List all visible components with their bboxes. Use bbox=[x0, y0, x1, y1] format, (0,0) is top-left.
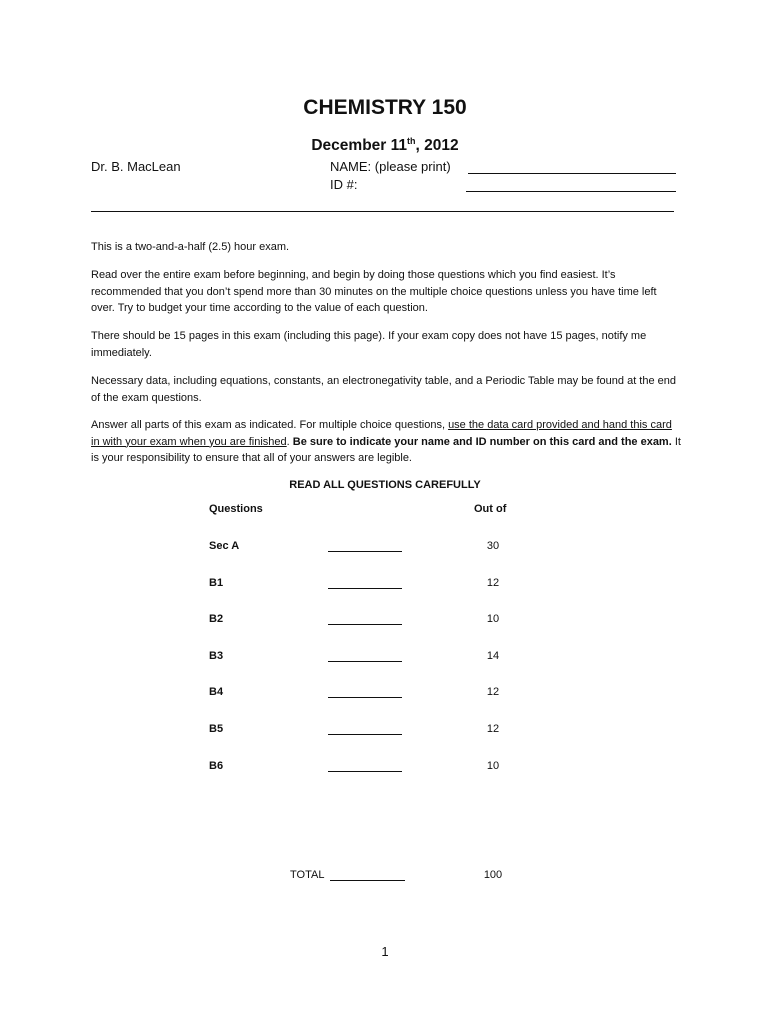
instruction-answering bbox=[91, 417, 681, 467]
date-suffix: th bbox=[407, 136, 416, 146]
table-row-label: B4 bbox=[209, 686, 224, 698]
answering-text-b: . bbox=[286, 435, 293, 448]
score-blank-line[interactable] bbox=[328, 624, 402, 625]
table-row-label: B5 bbox=[209, 723, 224, 735]
score-blank-line[interactable] bbox=[328, 588, 402, 589]
table-row-label: B3 bbox=[209, 650, 224, 662]
table-row-label: B6 bbox=[209, 760, 224, 772]
score-blank-line[interactable] bbox=[328, 661, 402, 662]
name-field-line[interactable] bbox=[468, 173, 676, 174]
total-blank-line[interactable] bbox=[330, 880, 405, 881]
table-row-label: B1 bbox=[209, 577, 224, 589]
id-label: ID #: bbox=[330, 177, 358, 192]
header-divider bbox=[91, 211, 674, 212]
exam-date bbox=[0, 136, 770, 155]
table-row-out-of: 10 bbox=[486, 760, 500, 772]
score-blank-line[interactable] bbox=[328, 551, 402, 552]
score-blank-line[interactable] bbox=[328, 771, 402, 772]
page-number: 1 bbox=[381, 944, 389, 959]
read-carefully-heading: READ ALL QUESTIONS CAREFULLY bbox=[289, 479, 481, 491]
score-blank-line[interactable] bbox=[328, 734, 402, 735]
answering-text-c: It is your responsibility to ensure that all of your answers are legible. bbox=[91, 435, 681, 464]
table-row-out-of: 12 bbox=[486, 577, 500, 589]
answering-bold-note: Be sure to indicate your name and ID number on this card and the exam. bbox=[292, 435, 672, 448]
total-label: TOTAL bbox=[290, 869, 325, 881]
name-label: NAME: (please print) bbox=[330, 159, 451, 174]
instruction-strategy: Read over the entire exam before beginning, and begin by doing those questions which you find easiest. It’s recommended that you don’t spend more than 30 minutes on the multiple choice questions unless you have time left over. Try to budget your time according to the value of each question. bbox=[91, 269, 657, 314]
course-title: CHEMISTRY 150 bbox=[303, 96, 467, 119]
table-row-out-of: 12 bbox=[486, 723, 500, 735]
table-row-out-of: 12 bbox=[486, 686, 500, 698]
answering-data-card-note: use the data card provided and hand this card in with your exam when you are finished bbox=[91, 419, 672, 448]
date-year: , 2012 bbox=[415, 137, 459, 155]
id-field-line[interactable] bbox=[466, 191, 676, 192]
table-row-out-of: 14 bbox=[486, 650, 500, 662]
questions-column-header: Questions bbox=[209, 503, 263, 515]
instruction-page-count: There should be 15 pages in this exam (including this page). If your exam copy does not have 15 pages, notify me immediately. bbox=[91, 330, 647, 359]
answering-text-a: Answer all parts of this exam as indicated. For multiple choice questions, bbox=[91, 419, 449, 431]
total-out-of: 100 bbox=[483, 869, 503, 881]
table-row-out-of: 10 bbox=[486, 613, 500, 625]
table-row-label: B2 bbox=[209, 613, 224, 625]
table-row-label: Sec A bbox=[209, 540, 240, 552]
instruction-duration: This is a two-and-a-half (2.5) hour exam. bbox=[91, 241, 290, 253]
score-blank-line[interactable] bbox=[328, 697, 402, 698]
table-row-out-of: 30 bbox=[486, 540, 500, 552]
date-main: December 11 bbox=[311, 137, 408, 155]
instruction-data-location: Necessary data, including equations, constants, an electronegativity table, and a Periodic Table may be found at the end of the exam questions. bbox=[91, 375, 677, 404]
instructor-name: Dr. B. MacLean bbox=[91, 159, 181, 174]
out-of-column-header: Out of bbox=[474, 503, 507, 515]
